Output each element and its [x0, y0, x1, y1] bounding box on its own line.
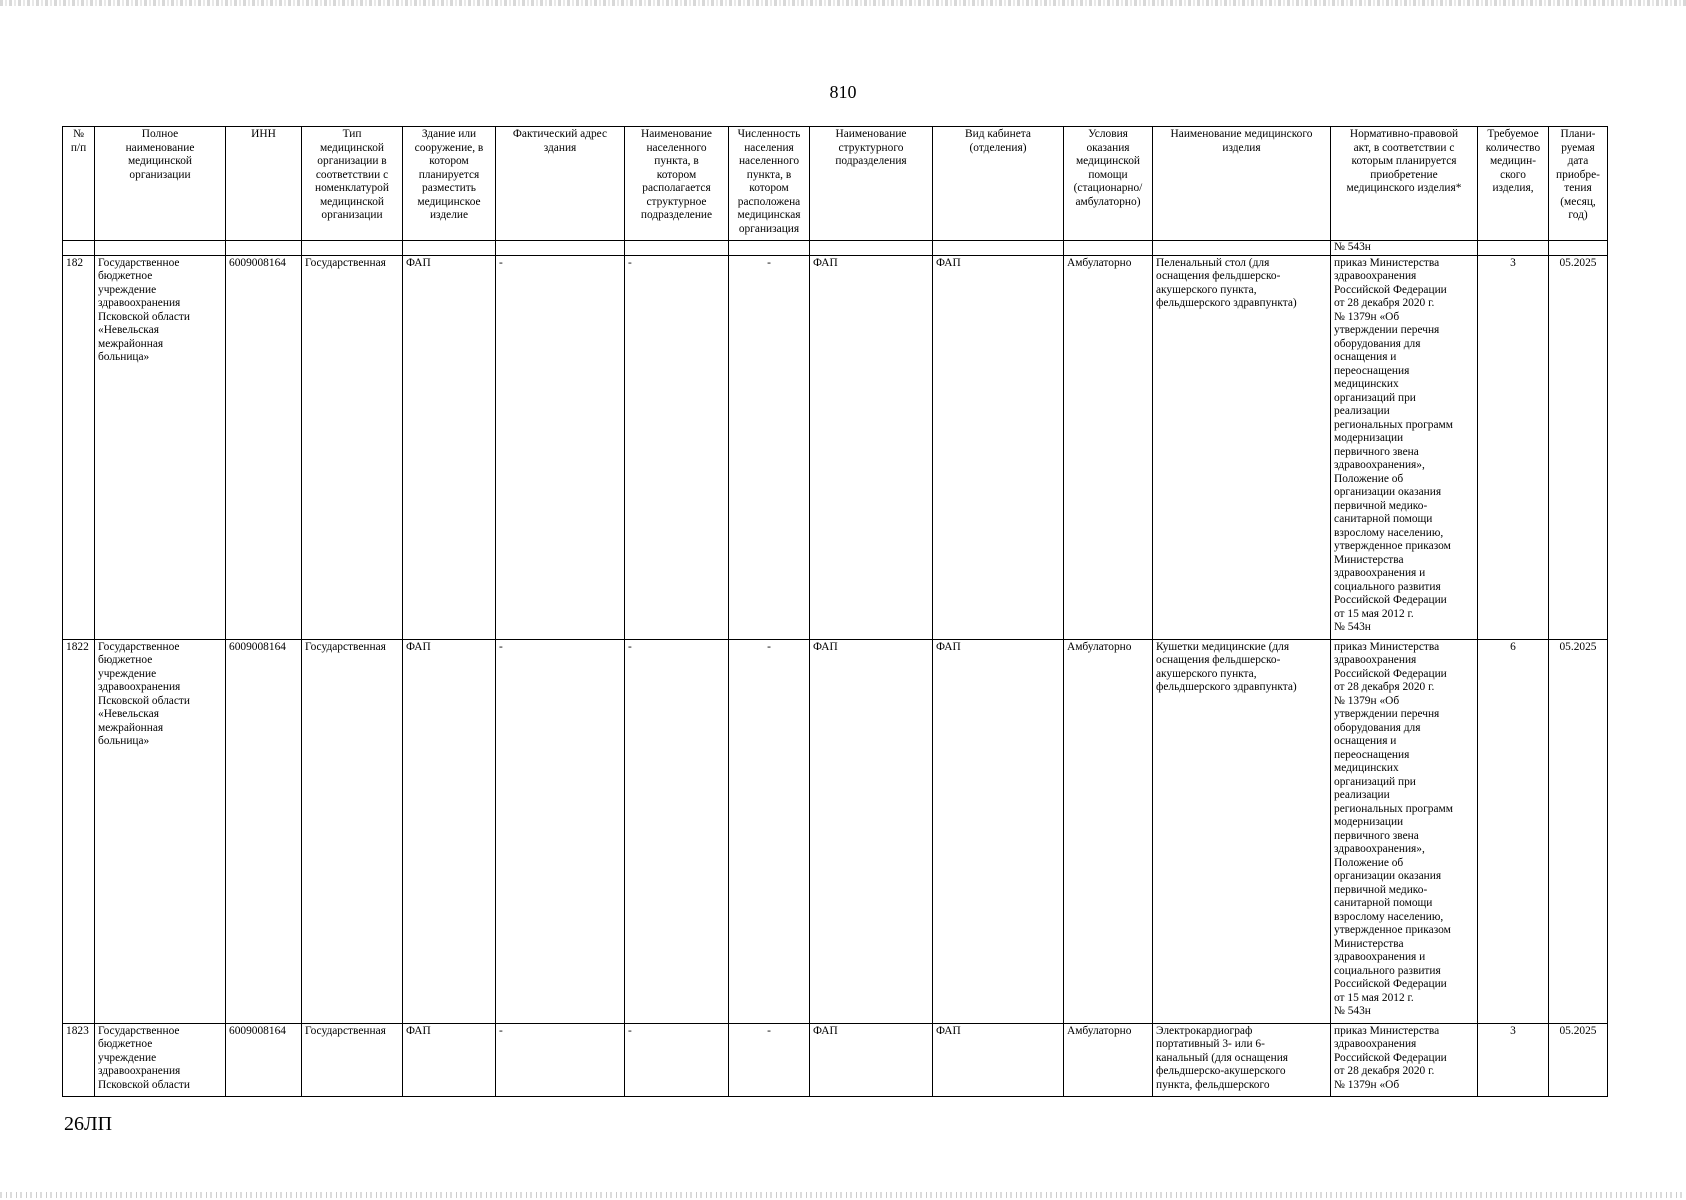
- table-row: [63, 639, 1608, 1023]
- address: -: [496, 255, 625, 639]
- continuation-row: [63, 241, 1608, 256]
- org-type: Государственная: [302, 255, 403, 639]
- header-cabinet: Вид кабинета (отделения): [933, 127, 1064, 241]
- header-date: Плани- руемая дата приобре- тения (месяц, год): [1549, 127, 1608, 241]
- continuation-text: № 543н: [1331, 241, 1478, 256]
- quantity: 3: [1478, 1023, 1549, 1096]
- header-address: Фактический адрес здания: [496, 127, 625, 241]
- scan-edge-bottom: [0, 1192, 1686, 1198]
- org-name: Государственное бюджетное учреждение здравоохранения Псковской области: [95, 1023, 226, 1096]
- building: ФАП: [403, 255, 496, 639]
- population: -: [729, 255, 810, 639]
- page-number: 810: [829, 82, 857, 102]
- inn: 6009008164: [226, 639, 302, 1023]
- header-org: Полное наименование медицинской организации: [95, 127, 226, 241]
- header-population: Численность населения населенного пункта, в котором расположена медицинская организация: [729, 127, 810, 241]
- address: -: [496, 1023, 625, 1096]
- legal-act: приказ Министерства здравоохранения Российской Федерации от 28 декабря 2020 г. № 1379н «Об утверждении перечня оборудования для оснащения и переоснащения медицинских организаций при реализации региональных программ модернизации первичного звена здравоохранения», Положение об организации оказания первичной медико- санитарной помощи взрослому населению, утвержденное приказом Министерства здравоохранения и социального развития Российской Федерации от 15 мая 2012 г. № 543н: [1331, 639, 1478, 1023]
- population: -: [729, 1023, 810, 1096]
- inn: 6009008164: [226, 255, 302, 639]
- purchase-date: 05.2025: [1549, 1023, 1608, 1096]
- header-type: Тип медицинской организации в соответствии с номенклатурой медицинской организации: [302, 127, 403, 241]
- quantity: 6: [1478, 639, 1549, 1023]
- conditions: Амбулаторно: [1064, 639, 1153, 1023]
- cabinet: ФАП: [933, 639, 1064, 1023]
- row-number: 182: [63, 255, 95, 639]
- header-row: [63, 127, 1608, 241]
- header-device: Наименование медицинского изделия: [1153, 127, 1331, 241]
- equipment-table: [62, 126, 1608, 1097]
- purchase-date: 05.2025: [1549, 255, 1608, 639]
- table-row: [63, 255, 1608, 639]
- org-type: Государственная: [302, 1023, 403, 1096]
- cabinet: ФАП: [933, 255, 1064, 639]
- inn: 6009008164: [226, 1023, 302, 1096]
- address: -: [496, 639, 625, 1023]
- row-number: 1823: [63, 1023, 95, 1096]
- locality: -: [625, 255, 729, 639]
- subdivision: ФАП: [810, 1023, 933, 1096]
- org-type: Государственная: [302, 639, 403, 1023]
- cabinet: ФАП: [933, 1023, 1064, 1096]
- header-locality: Наименование населенного пункта, в котором располагается структурное подразделение: [625, 127, 729, 241]
- header-qty: Требуемое количество медицин- ского изделия,: [1478, 127, 1549, 241]
- device-name: Пеленальный стол (для оснащения фельдшерско- акушерского пункта, фельдшерского здравпункта): [1153, 255, 1331, 639]
- org-name: Государственное бюджетное учреждение здравоохранения Псковской области «Невельская межрайонная больница»: [95, 639, 226, 1023]
- legal-act: приказ Министерства здравоохранения Российской Федерации от 28 декабря 2020 г. № 1379н «Об утверждении перечня оборудования для оснащения и переоснащения медицинских организаций при реализации региональных программ модернизации первичного звена здравоохранения», Положение об организации оказания первичной медико- санитарной помощи взрослому населению, утвержденное приказом Министерства здравоохранения и социального развития Российской Федерации от 15 мая 2012 г. № 543н: [1331, 255, 1478, 639]
- header-inn: ИНН: [226, 127, 302, 241]
- table-row: [63, 1023, 1608, 1096]
- header-act: Нормативно-правовой акт, в соответствии с которым планируется приобретение медицинского изделия*: [1331, 127, 1478, 241]
- locality: -: [625, 1023, 729, 1096]
- locality: -: [625, 639, 729, 1023]
- quantity: 3: [1478, 255, 1549, 639]
- header-conditions: Условия оказания медицинской помощи (стационарно/ амбулаторно): [1064, 127, 1153, 241]
- scan-edge-top: [0, 0, 1686, 6]
- header-num: № п/п: [63, 127, 95, 241]
- building: ФАП: [403, 639, 496, 1023]
- subdivision: ФАП: [810, 255, 933, 639]
- conditions: Амбулаторно: [1064, 255, 1153, 639]
- population: -: [729, 639, 810, 1023]
- org-name: Государственное бюджетное учреждение здравоохранения Псковской области «Невельская межрайонная больница»: [95, 255, 226, 639]
- device-name: Электрокардиограф портативный 3- или 6- канальный (для оснащения фельдшерско-акушерского пункта, фельдшерского: [1153, 1023, 1331, 1096]
- subdivision: ФАП: [810, 639, 933, 1023]
- conditions: Амбулаторно: [1064, 1023, 1153, 1096]
- device-name: Кушетки медицинские (для оснащения фельдшерско- акушерского пункта, фельдшерского здравпункта): [1153, 639, 1331, 1023]
- row-number: 1822: [63, 639, 95, 1023]
- legal-act: приказ Министерства здравоохранения Российской Федерации от 28 декабря 2020 г. № 1379н «Об: [1331, 1023, 1478, 1096]
- purchase-date: 05.2025: [1549, 639, 1608, 1023]
- header-subdivision: Наименование структурного подразделения: [810, 127, 933, 241]
- sheet-code: 26ЛП: [64, 1113, 113, 1135]
- building: ФАП: [403, 1023, 496, 1096]
- header-building: Здание или сооружение, в котором планируется разместить медицинское изделие: [403, 127, 496, 241]
